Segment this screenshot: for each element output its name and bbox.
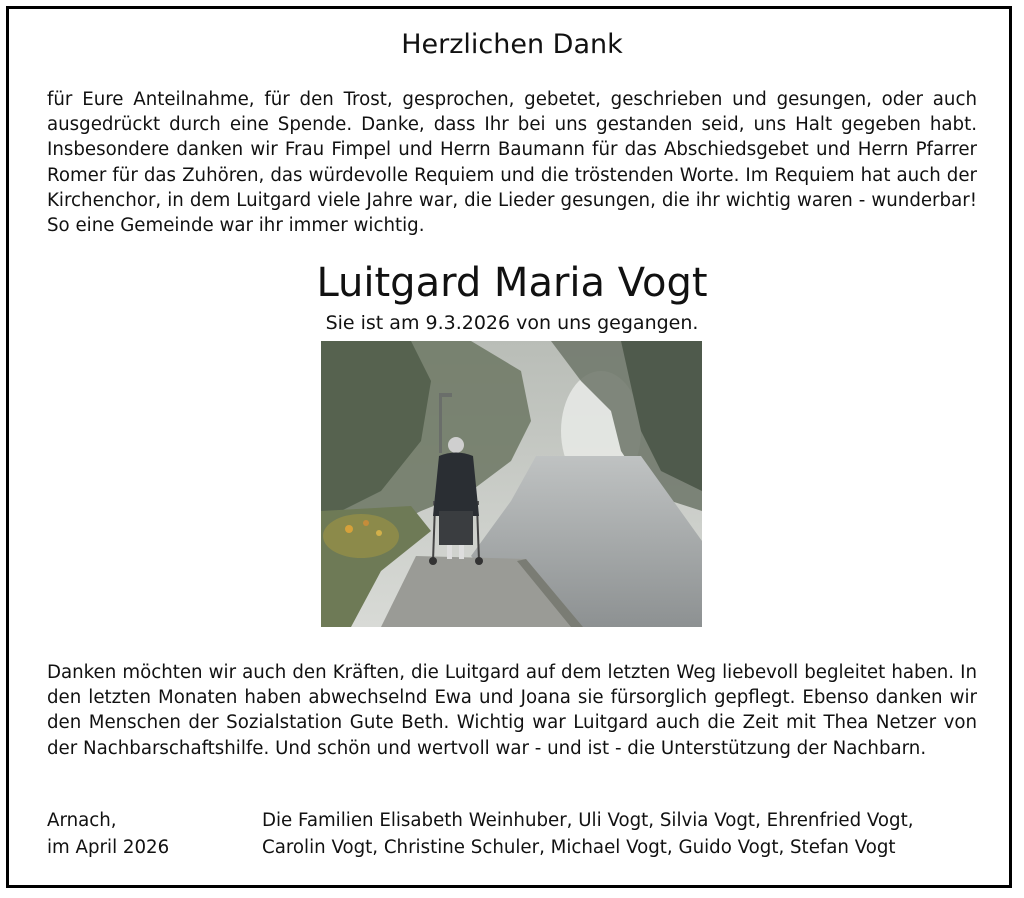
families-line-2: Carolin Vogt, Christine Schuler, Michael Vogt, Guido Vogt, Stefan Vogt: [262, 837, 896, 858]
notice-heading: Herzlichen Dank: [401, 29, 623, 60]
families-line-1: Die Familien Elisabeth Weinhuber, Uli Vogt, Silvia Vogt, Ehrenfried Vogt,: [262, 810, 914, 831]
place-date-block: [47, 807, 169, 861]
closing-paragraph: Danken möchten wir auch den Kräften, die Luitgard auf dem letzten Weg liebevoll begleitet haben. In den letzten Monaten haben abwechselnd Ewa und Joana sie fürsorglich gepflegt. Ebenso danken wir den Menschen der Sozialstation Gute Beth. Wichtig war Luitgard auch die Zeit mit Thea Netzer von der Nachbarschaftshilfe. Und schön und wertvoll war - und ist - die Unterstützung der Nachbarn.: [47, 662, 977, 759]
memorial-photo: [321, 341, 702, 627]
families-signature: [262, 807, 914, 861]
date-text: im April 2026: [47, 837, 170, 858]
passing-date-line: Sie ist am 9.3.2026 von uns gegangen.: [325, 312, 699, 334]
deceased-name: Luitgard Maria Vogt: [316, 260, 708, 306]
intro-paragraph: für Eure Anteilnahme, für den Trost, gesprochen, gebetet, geschrieben und gesungen, oder auch ausgedrückt durch eine Spende. Danke, dass Ihr bei uns gestanden seid, uns Halt gegeben habt. Insbesondere danken wir Frau Fimpel und Herrn Baumann für das Abschiedsgebet und Herrn Pfarrer Romer für das Zuhören, das würdevolle Requiem und die tröstenden Worte. Im Requiem hat auch der Kirchenchor, in dem Luitgard viele Jahre war, die Lieder gesungen, die ihr wichtig waren - wunderbar! So eine Gemeinde war ihr immer wichtig.: [47, 89, 977, 237]
place-text: Arnach,: [47, 810, 117, 831]
